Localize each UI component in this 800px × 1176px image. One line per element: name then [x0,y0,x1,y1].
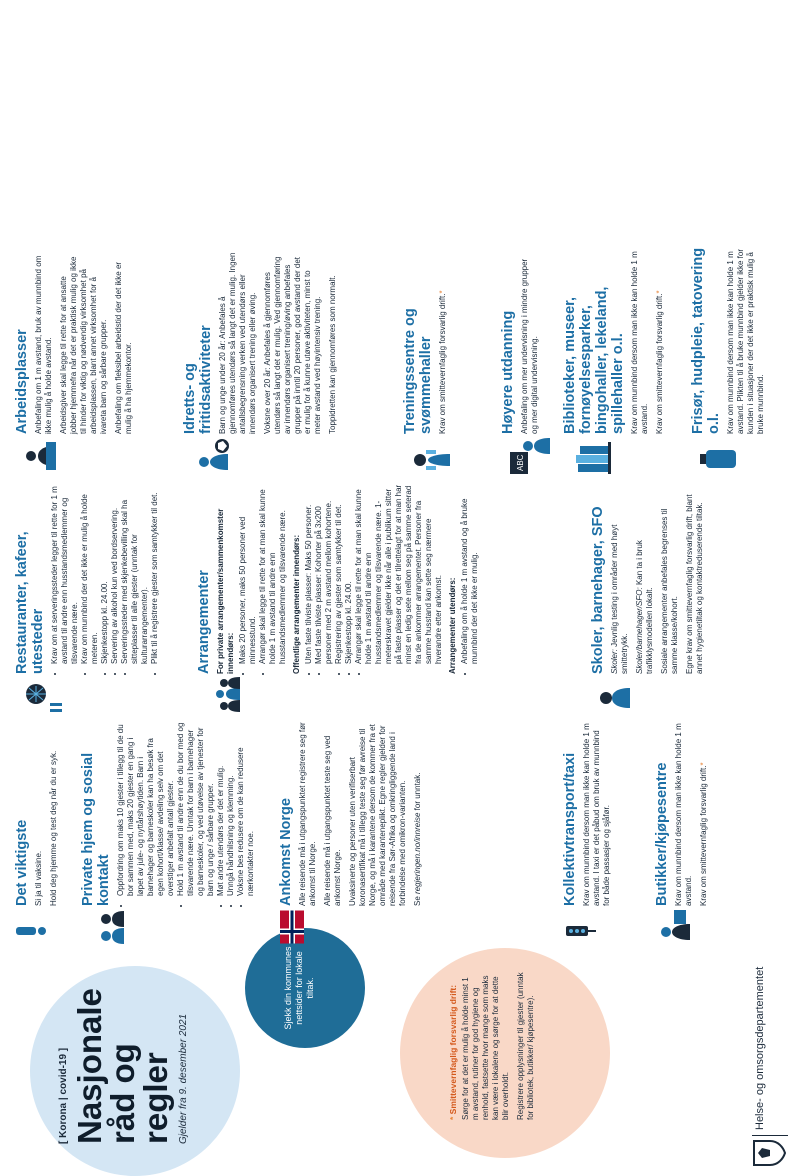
transport-text: Krav om munnbind dersom man ikke kan holde 1 m avstand. I taxi er det påbud om bruk av munnbind for både passasjer og sjåfør. [582,723,611,906]
schools-p4: Egne krav om smittevernfaglig forsvarlig drift, blant annet hygienetiltak og kontaktreduserende tiltak. [685,494,704,674]
effective-date: Gjelder fra 9. desember 2021 [178,1013,189,1144]
shops-p1: Krav om munnbind dersom man ikke kan holde 1 m avstand. [674,723,693,906]
libraries-p2 [655,246,665,434]
events-public-list [304,484,444,674]
private-item: • Unngå håndhilsning og klemming. [226,722,236,896]
lecturer-icon [510,438,555,474]
bottle-icon [700,444,743,474]
bus-stop-icon [566,914,601,940]
schools-p1 [610,484,630,674]
private-item: • Hold 1 m avstand til andre enn de du bor med og tilsvarende nære. Unntak for barn i barnehager og barneskoler, og ved utøvelse av tjenester for barn og unge / sårbare grupper. [176,722,216,896]
arrival-title: Ankomst Norge [278,798,294,906]
shopper-icon [660,908,703,944]
ministry-name: Helse- og omsorgsdepartementet [754,966,766,1130]
restaurants-item: • Plikt til å registrere gjester som samtykker til det. [150,484,160,664]
schools-p1-label: Skoler: [610,649,619,674]
asterisk-icon: * [438,290,447,294]
work-title: Arbeidsplasser [14,329,30,434]
column-work [0,246,800,474]
schools-p2 [635,484,655,674]
events-outdoor-head: Arrangementer utendørs: [448,577,457,674]
arrival-p4-prefix: Se [413,896,422,906]
important-line-1: Si ja til vaksine. [34,850,43,906]
infection-control-body2: Registrere opplysninger til gjester (unntak for bibliotek, butikker/ kjøpesentre). [516,972,535,1120]
restaurants-title: Restauranter, kafeer, utesteder [14,531,46,674]
hair-title: Frisør, hudpleie, tatovering o.l. [690,247,722,434]
swimmer-icon [412,438,457,474]
libraries-p2-text: Krav om smittevernfaglig forsvarlig drift. [655,293,664,434]
audience-icon [210,676,255,714]
transport-title: Kollektivtransport/taxi [562,752,578,906]
restaurants-list [50,484,160,674]
events-private-item: • Arrangør skal legge til rette for at man skal kunne holde 1 m avstand til andre enn husstandsmedlemmer og tilsvarende nære. [258,484,288,664]
arrival-p2: Alle reisende må i utgangspunktet teste seg ved ankomst Norge. [323,735,342,906]
people-icon [98,908,143,946]
restaurants-item: • Krav om at serveringssteder legger til rette for 1 m avstand til andre enn husstandsmedlemmer og tilsvarende nære. [50,484,80,664]
events-private-head: For private arrangementer/sammenkomster innendørs: [216,508,235,674]
higher-ed-text: Anbefaling om mer undervisning i mindre grupper og mer digital undervisning. [520,258,539,434]
events-outdoor-item: • Anbefaling om å holde 1 m avstand og å bruke munnbind der det ikke er mulig. [460,484,480,664]
exclamation-icon [16,924,51,938]
schools-title: Skoler, barnehager, SFO [590,506,606,674]
events-public-item: • Med faste tilviste plasser: Kohorter på 3x200 personer med 2 m avstand mellom kohortene. [314,484,334,664]
private-item: • Oppfordring om maks 10 gjester i tillegg til de du bor sammen med, maks 20 gjester en gang i løpet av jule- og nyttårshøytiden. Barn i barnehager og barneskoler kan ha besøk fra egen kohort/klasse/ avdeling selv om det overstiger anbefalt antall gjester. [116,722,176,896]
events-public-head: Offentlige arrangementer innendørs: [292,534,301,674]
sports-title: Idretts- og fritidsaktiviteter [182,325,214,434]
arrival-p1: Alle reisende må i utgangspunktet registrere seg før ankomst til Norge. [298,722,317,906]
events-private-list [238,484,288,674]
important-title: Det viktigste [14,819,30,906]
brand-tag: [ Korona | covid-19 ] [58,1047,69,1144]
callout-text: Sjekk din kommunes nettsider for lokale tiltak. [283,946,315,1030]
events-outdoor-list [460,484,480,674]
libraries-p1: Krav om munnbind dersom man ikke kan holde 1 m avstand. [630,251,649,434]
events-public-item: • Registrering av gjester som samtykker til det. [334,484,344,664]
column-personal [0,716,800,946]
sports-p1: Barn og unge under 20 år: Anbefales å gjennomføres utendørs så langt det er mulig. Ingen antallsbegrensning verken ved utendørs eller innendørs organisert trening eller øving. [218,252,257,434]
arrival-p4-suffix: for unntak. [413,772,422,811]
higher-ed-title: Høyere utdanning [500,310,516,434]
restaurants-item: • Serveringssteder med skjenkebevilling skal ha sitteplasser til alle gjester (unntak for kulturarrangementer). [120,484,150,664]
events-public-item: • Uten faste tilviste plasser: Maks 50 personer. [304,484,314,664]
private-list [116,722,256,906]
football-icon [196,436,239,474]
sports-p2: Voksne over 20 år: Anbefales å gjennomføres utendørs så langt det er mulig. Ved gjennomføring av innendørs organisert trening/øving anbefales grupper på inntil 20 personer, god avstand der det er mulig for å kunne utøve aktiviteten, minst to meter avstand ved høyintensiv trening. [263,256,322,434]
arrival-p3: Uvaksinerte og personer uten verifiserbart koronasertifikat må i tillegg teste seg før avreise til Norge, og må i karantene dersom de kommer fra et område med karanteneplikt. Egne regler gjelder for reisende fra Sør-Afrika og omkringliggende land i forbindelse med omikron-varianten. [348,724,407,906]
restaurants-item: • Servering av alkohol kun ved bordservering. [110,484,120,664]
asterisk-icon: * [699,762,708,766]
infection-control-block [448,970,541,1120]
column-title [0,946,800,1176]
coat-of-arms-logo [752,1138,786,1168]
gyms-text [438,252,448,434]
svg-text:ABC: ABC [516,454,525,471]
arrival-p4 [413,722,423,906]
infection-control-title: Smittevernfaglig forsvarlig drift: [448,984,458,1115]
events-title: Arrangementer [196,570,212,674]
private-title: Private hjem og sosial kontakt [80,752,112,906]
private-item: • Voksne bes redusere om de kan redusere nærkontakter noe. [236,722,256,896]
sports-p3: Toppidretten kan gjennomføres som normalt. [328,275,337,434]
title-block [58,954,189,1144]
shops-p2 [699,722,709,906]
infection-control-circle [400,948,610,1158]
private-item: • Møt andre utendørs der det er mulig. [216,722,226,896]
asterisk-icon: * [655,290,664,294]
disco-ball-icon [24,678,69,714]
restaurants-item: • Skjenkestopp kl. 24.00. [100,484,110,664]
events-public-item: • Skjenkestopp kl. 24.00. [344,484,354,664]
logo-divider [752,1135,788,1136]
arrival-link[interactable]: regjeringen.no/innreise [413,812,422,894]
work-p1: Anbefaling om 1 m avstand, bruk av munnbind om ikke mulig å holde avstand. [34,255,53,434]
norway-flag-icon [280,910,309,944]
column-venues [0,478,800,714]
libraries-title: Biblioteker, museer, fornøyelsesparker, bingohaller, lekeland, spillehaller o.l. [562,286,626,434]
schools-p2-text: Kan ta i bruk trafikklysmodellen lokalt. [635,540,654,674]
events-private-item: • Maks 20 personer, maks 50 personer ved minnesstund. [238,484,258,664]
restaurants-item: • Krav om munnbind der det ikke er mulig å holde meteren. [80,484,100,664]
work-p3: Anbefaling om fleksibel arbeidstid der det ikke er mulig å ha hjemmekontor. [114,261,133,434]
schools-p3: Sosiale arrangementer anbefales begrenses til samme klasse/kohort. [660,508,679,674]
municipality-callout [245,928,365,1048]
infection-control-body: Sørge for at det er mulig å holde minst 1 m avstand, rutiner for god hygiene og renhold, fastsette hvor mange som maks kan være i lokalene og sørge for at dette blir overholdt. [461,975,510,1120]
gyms-title: Treningssentre og svømmehaller [402,308,434,434]
work-p2: Arbeidsgiver skal legge til rette for at ansatte jobber hjemmefra når det er praktisk mulig og ikke til hinder for viktig og nødvendig virksomhet på arbeidsplassen, blant annet virksomhet for å ivareta barn og sårbare grupper. [59,256,108,434]
shops-p2-text: Krav om smittevernfaglig forsvarlig drift. [699,765,708,906]
shops-title: Butikker/kjøpesentre [654,762,670,906]
child-icon [598,678,639,714]
schools-p1-text: Jevnlig testing i områder med høyt smittetrykk. [610,524,629,674]
events-public-item: • Arrangør skal legge til rette for at man skal kunne holde 1 m avstand til andre enn husstandsmedlemmer og tilsvarende nære. 1-meterskravet gjelder ikke når alle i publikum sitter på faste plasser og det er tilrettelagt for at man har minst en ledig sete mellom seg på samme seterad fra de ankommer arrangementet. Personer fra samme husstand kan sette seg nærmere hverandre etter ankomst. [354,484,444,664]
schools-p2-label: Skoler/barnehager/SFO: [635,587,644,674]
asterisk-icon: * [448,1116,458,1120]
page-title: Nasjonale råd og regler [71,988,174,1144]
books-icon [574,438,617,474]
laptop-worker-icon [24,438,65,474]
gyms-text-value: Krav om smittevernfaglig forsvarlig drift. [438,293,447,434]
important-line-2: Hold deg hjemme og test deg når du er syk. [49,750,58,906]
hair-text: Krav om munnbind dersom man ikke kan holde 1 m avstand. Plikten til å bruke munnbind gjelder ikke for kunden i situasjoner der det ikke er praktisk mulig å bruke munnbind. [726,249,765,434]
